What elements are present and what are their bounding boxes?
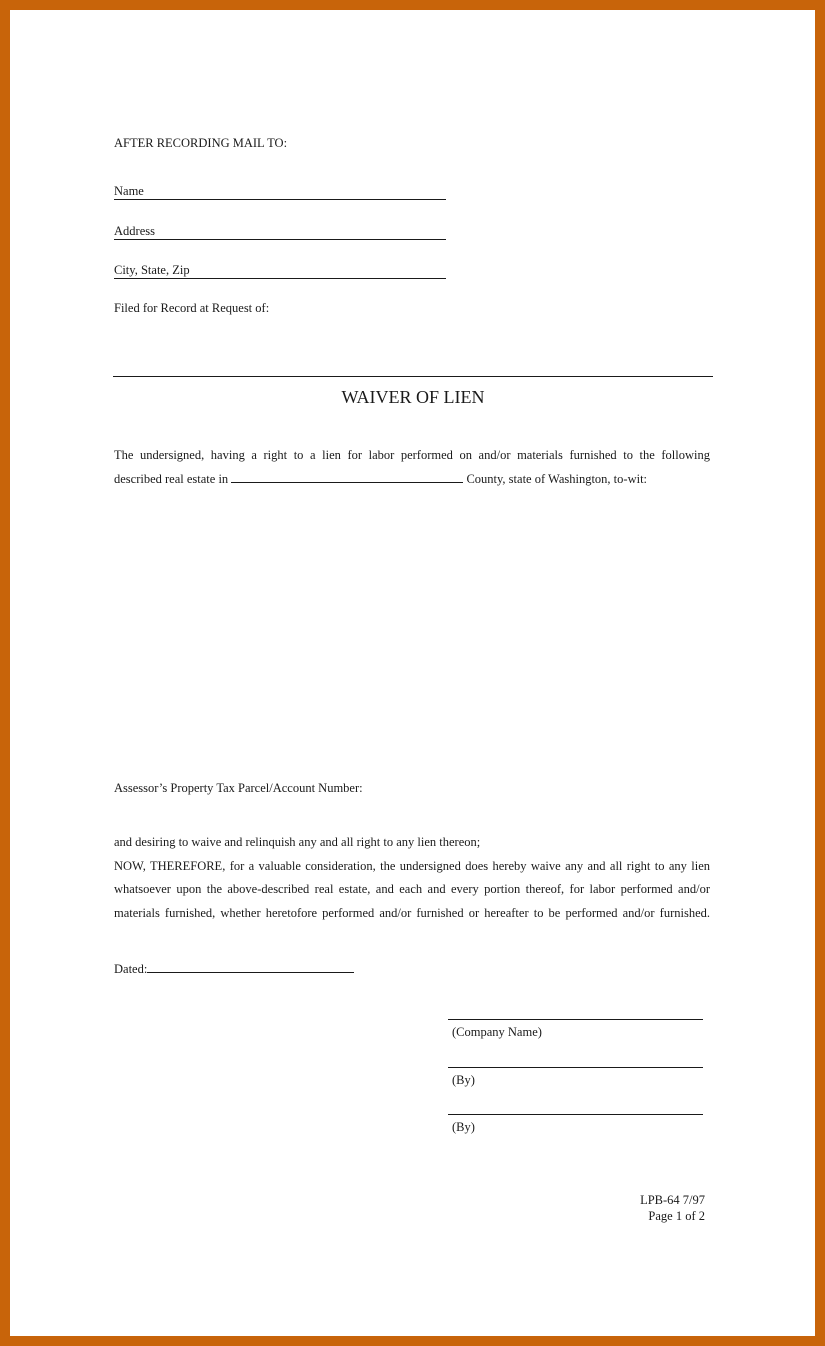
waiver-line-3: whatsoever upon the above-described real estate, and each and every portion thereof, for labor performed and/or (114, 882, 710, 896)
intro-line-1: The undersigned, having a right to a lien for labor performed on and/or materials furnished to the following (114, 448, 710, 462)
address-label: Address (114, 224, 155, 238)
intro-suffix: County, state of Washington, to-wit: (466, 471, 648, 486)
city-state-zip-label: City, State, Zip (114, 263, 190, 277)
waiver-line-4: materials furnished, whether heretofore performed and/or furnished or hereafter to be performed and/or furnished. (114, 905, 710, 920)
by-signature-line-2[interactable] (448, 1114, 703, 1115)
city-state-zip-field[interactable] (114, 263, 446, 279)
intro-line-2 (114, 468, 710, 492)
waiver-line-2: NOW, THEREFORE, for a valuable consideration, the undersigned does hereby waive any and all right to any lien (114, 858, 710, 873)
waiver-paragraph (114, 831, 710, 925)
page-number: Page 1 of 2 (648, 1209, 705, 1223)
address-field[interactable] (114, 224, 446, 240)
by-signature-line-1[interactable] (448, 1067, 703, 1068)
dated-row (114, 961, 354, 977)
dated-blank[interactable] (147, 961, 354, 973)
form-code: LPB-64 7/97 (640, 1193, 705, 1207)
document-title: WAIVER OF LIEN (341, 387, 485, 407)
intro-prefix: described real estate in (114, 471, 229, 486)
by-label-2: (By) (452, 1120, 475, 1134)
company-signature-line[interactable] (448, 1019, 703, 1020)
intro-paragraph (114, 444, 710, 491)
by-label-1: (By) (452, 1073, 475, 1087)
document-page (10, 10, 815, 1336)
county-blank[interactable] (231, 471, 463, 483)
filed-for-record-label: Filed for Record at Request of: (114, 301, 270, 315)
name-field[interactable] (114, 184, 446, 200)
company-name-label: (Company Name) (452, 1025, 542, 1039)
parcel-number-label: Assessor’s Property Tax Parcel/Account Number: (114, 781, 363, 795)
name-label: Name (114, 184, 144, 198)
mail-to-heading: AFTER RECORDING MAIL TO: (114, 136, 288, 150)
waiver-line-1: and desiring to waive and relinquish any and all right to any lien thereon; (114, 835, 481, 849)
dated-label: Dated: (114, 962, 148, 976)
header-divider (113, 376, 713, 377)
